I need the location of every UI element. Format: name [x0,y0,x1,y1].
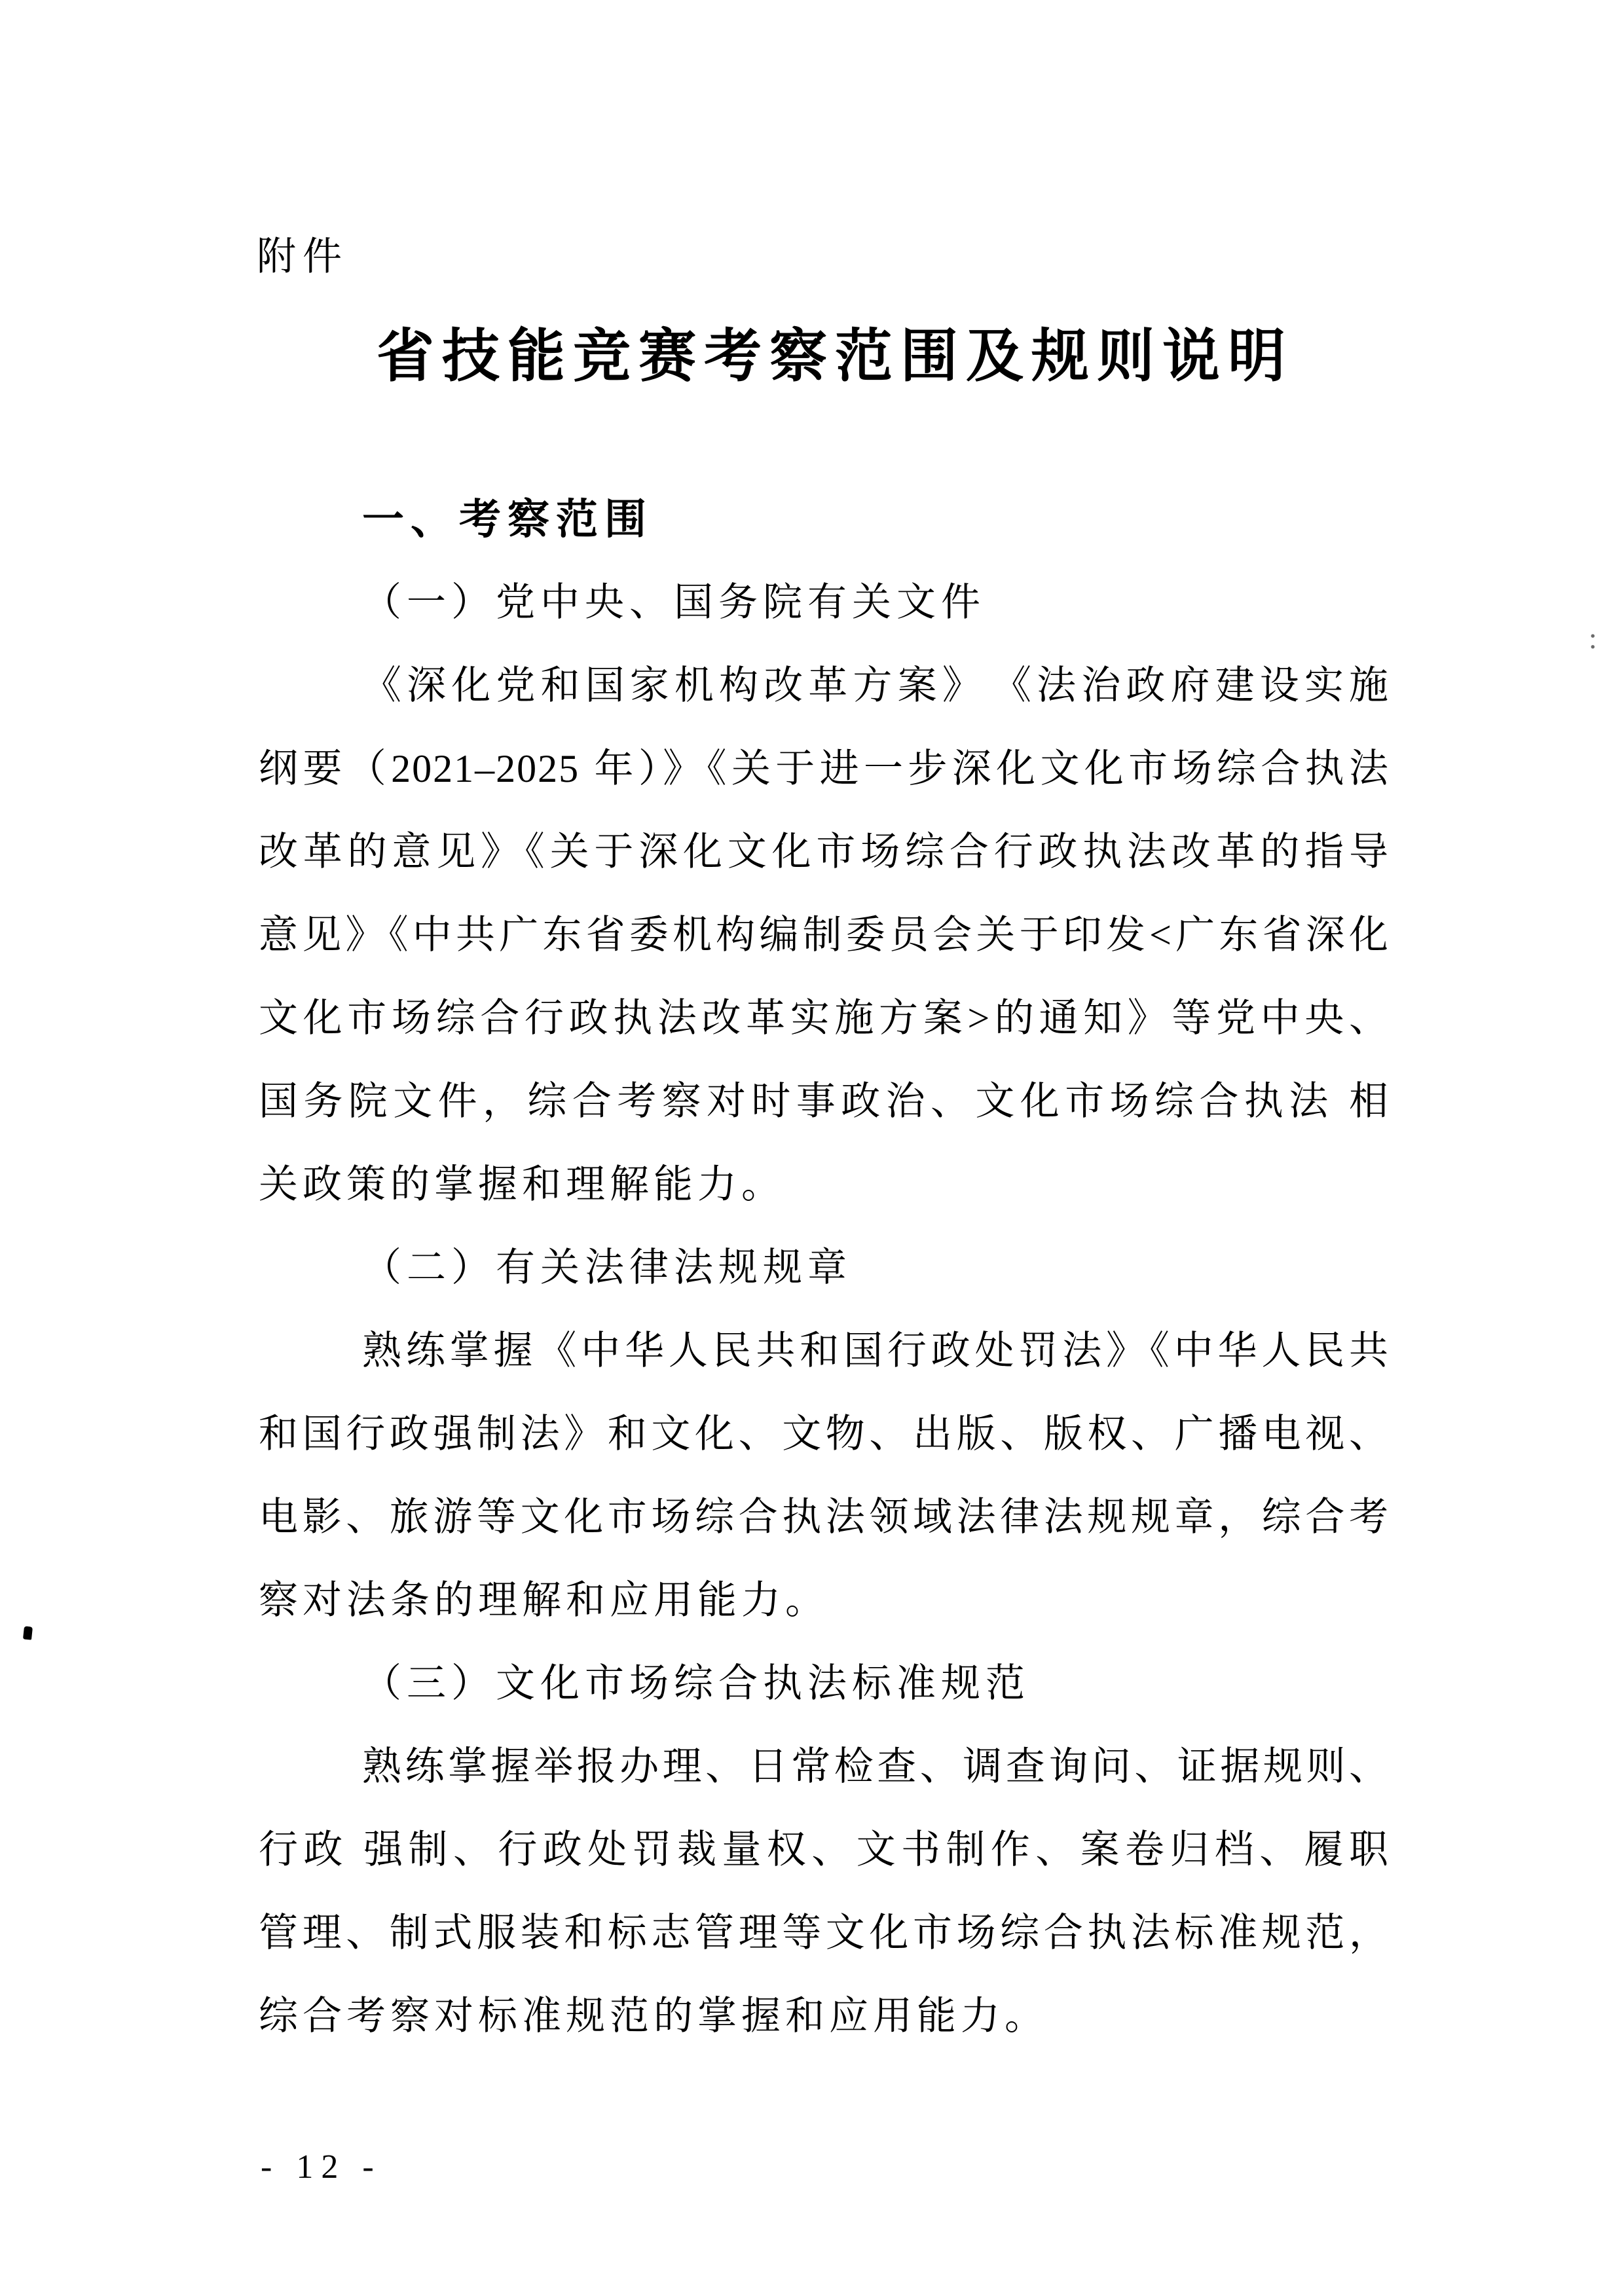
text-line: 关政策的掌握和理解能力。 [259,1163,785,1206]
attachment-label: 附件 [257,235,348,278]
text-line: 综合考察对标准规范的掌握和应用能力。 [259,1994,1048,2038]
text-line: 文化市场综合行政执法改革实施方案>的通知》等党中央、 [259,997,1390,1040]
text-line: 纲要（2021–2025 年）》《关于进一步深化文化市场综合执法 [259,747,1390,790]
document-body [259,478,1390,2058]
text-line: 《深化党和国家机构改革方案》 《法治政府建设实施 [362,664,1390,707]
subsection-2 [259,1226,1390,1642]
page-number: - 12 - [261,2148,382,2186]
text-line: 熟练掌握举报办理、日常检查、调查询问、证据规则、 [362,1745,1390,1788]
text-line: 国务院文件，综合考察对时事政治、文化市场综合执法 相 [259,1080,1390,1123]
subsection-3 [259,1642,1390,2058]
text-line: 电影、旅游等文化市场综合执法领域法律法规规章，综合考 [259,1496,1390,1539]
subsection-heading: （二）有关法律法规规章 [362,1246,852,1289]
subsection-heading: （一）党中央、国务院有关文件 [362,581,986,624]
scan-artifact-mark: : [1589,621,1597,655]
text-line: 意见》《中共广东省委机构编制委员会关于印发<广东省深化 [259,913,1390,957]
text-line: 管理、制式服装和标志管理等文化市场综合执法标准规范， [259,1911,1390,1955]
text-line: 改革的意见》《关于深化文化市场综合行政执法改革的指导 [259,830,1390,873]
section-heading: 一、考察范围 [362,496,653,543]
text-line: 行政 强制、行政处罚裁量权、文书制作、案卷归档、履职 [259,1828,1390,1871]
subsection-1 [259,561,1390,1226]
document-title: 省技能竞赛考察范围及规则说明 [376,325,1293,389]
scan-artifact-speck [23,1626,33,1640]
text-line: 熟练掌握《中华人民共和国行政处罚法》《中华人民共 [362,1329,1390,1372]
text-line: 和国行政强制法》和文化、文物、出版、版权、广播电视、 [259,1412,1390,1456]
subsection-heading: （三）文化市场综合执法标准规范 [362,1662,1030,1705]
text-line: 察对法条的理解和应用能力。 [259,1579,829,1622]
